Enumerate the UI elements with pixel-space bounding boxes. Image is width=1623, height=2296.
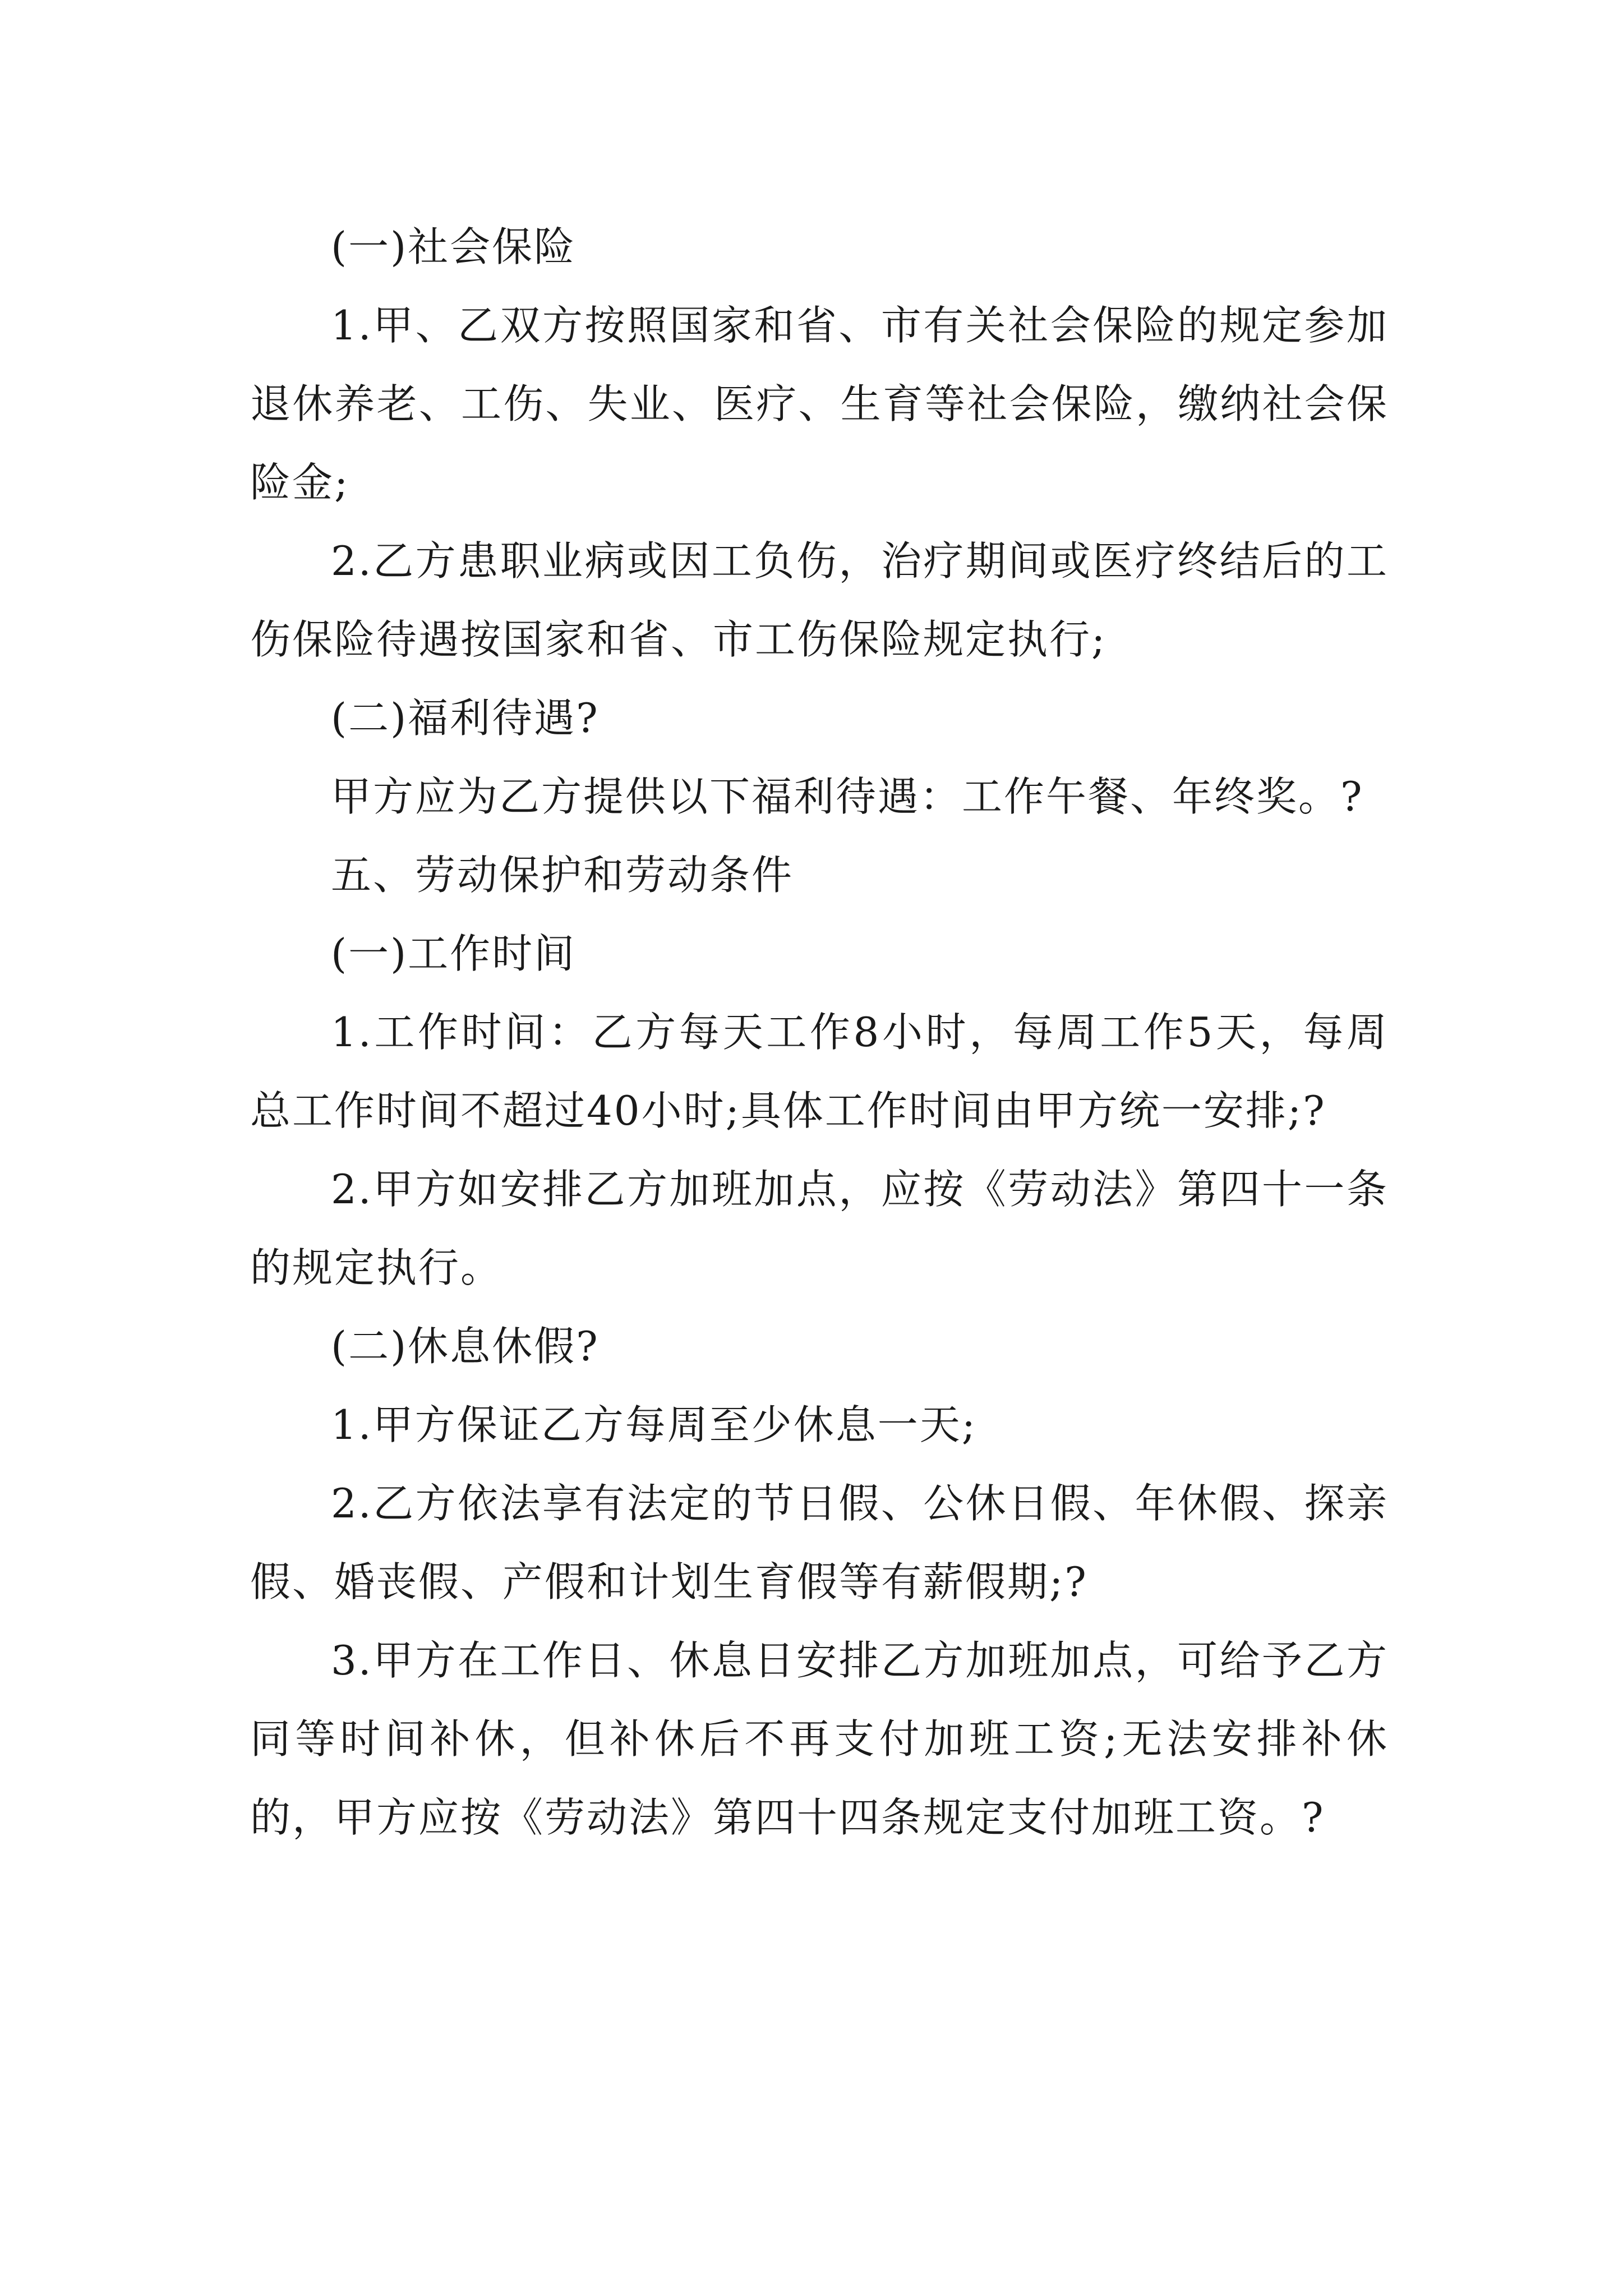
clause-social-insurance-2: 2.乙方患职业病或因工负伤，治疗期间或医疗终结后的工伤保险待遇按国家和省、市工伤保险规定执行; (250, 537, 1389, 663)
clause-rest-leave-2: 2.乙方依法享有法定的节日假、公休日假、年休假、探亲假、婚丧假、产假和计划生育假等有薪假期;? (250, 1480, 1389, 1605)
clause-working-hours-1: 1.工作时间：乙方每天工作8小时，每周工作5天，每周总工作时间不超过40小时;具体工作时间由甲方统一安排;? (250, 1009, 1389, 1134)
section-labor-protection: 五、劳动保护和劳动条件 (331, 852, 794, 899)
clause-rest-leave-3: 3.甲方在工作日、休息日安排乙方加班加点，可给予乙方同等时间补休，但补休后不再支付加班工资;无法安排补休的，甲方应按《劳动法》第四十四条规定支付加班工资。? (250, 1637, 1389, 1841)
clause-welfare: 甲方应为乙方提供以下福利待遇：工作午餐、年终奖。? (331, 773, 1364, 820)
clause-rest-leave-1: 1.甲方保证乙方每周至少休息一天; (331, 1401, 977, 1448)
heading-welfare: (二)福利待遇? (331, 694, 600, 742)
clause-social-insurance-1: 1.甲、乙双方按照国家和省、市有关社会保险的规定参加退休养老、工伤、失业、医疗、生育等社会保险，缴纳社会保险金; (250, 302, 1389, 506)
heading-working-hours: (一)工作时间 (331, 930, 577, 977)
heading-social-insurance: (一)社会保险 (331, 223, 577, 270)
clause-working-hours-2: 2.甲方如安排乙方加班加点，应按《劳动法》第四十一条的规定执行。 (250, 1166, 1389, 1291)
document-body (250, 208, 1389, 1857)
heading-rest-leave: (二)休息休假? (331, 1323, 600, 1370)
